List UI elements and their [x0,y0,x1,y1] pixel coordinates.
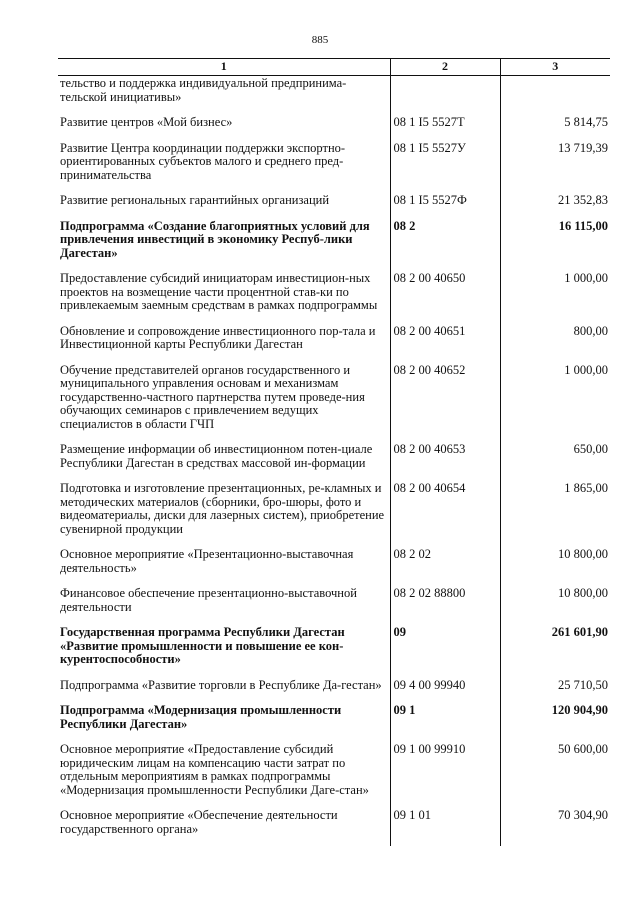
row-name-cell: Государственная программа Республики Дагестан «Развитие промышленности и повышение ее кон-курентоспособности» [60,625,345,666]
row-amount-cell: 1 000,00 [500,364,610,444]
row-amount-cell: 800,00 [500,325,610,364]
row-amount-cell: 21 352,83 [500,194,610,220]
row-code-cell: 09 1 01 [390,809,500,846]
row-amount-cell: 1 000,00 [500,272,610,325]
row-name-cell: Основное мероприятие «Презентационно-выставочная деятельность» [60,547,354,575]
table-row [58,704,610,743]
table-row [58,194,610,220]
table-row [58,679,610,705]
row-code-cell: 08 1 I5 5527У [390,142,500,195]
row-amount-cell: 650,00 [500,443,610,482]
row-code-cell: 09 4 00 99940 [390,679,500,705]
row-code-cell: 08 1 I5 5527Т [390,116,500,142]
column-header-2: 2 [390,59,500,76]
row-amount-cell: 5 814,75 [500,116,610,142]
table-row [58,272,610,325]
row-code-cell: 09 [390,626,500,679]
table-row [58,325,610,364]
row-name-cell: Обновление и сопровождение инвестиционного пор-тала и Инвестиционной карты Республики Дагестан [60,323,376,351]
row-name-cell: Развитие Центра координации поддержки экспортно-ориентированных субъектов малого и среднего пред-принимательства [60,140,346,182]
row-code-cell: 08 2 02 [390,548,500,587]
row-name-cell: Подпрограмма «Создание благоприятных условий для привлечения инвестиций в экономику Респуб-лики Дагестан» [60,218,370,260]
table-body [58,76,610,847]
row-amount-cell [500,76,610,117]
table-row [58,220,610,273]
row-code-cell: 08 2 00 40653 [390,443,500,482]
table-row [58,142,610,195]
row-amount-cell: 70 304,90 [500,809,610,846]
row-code-cell: 09 1 00 99910 [390,743,500,809]
row-code-cell: 08 2 00 40650 [390,272,500,325]
row-amount-cell: 50 600,00 [500,743,610,809]
row-amount-cell: 261 601,90 [500,626,610,679]
table-header-row [58,59,610,76]
row-code-cell: 08 2 02 88800 [390,587,500,626]
row-code-cell [390,76,500,117]
row-name-cell: Подготовка и изготовление презентационных, ре-кламных и методических материалов (сборники, бро-шюры, фото и видеоматериалы, диски для лазерных систем), приобретение сувенирной продукции [60,481,385,536]
row-amount-cell: 1 865,00 [500,482,610,548]
table-row [58,76,610,117]
row-name-cell: Подпрограмма «Модернизация промышленности Республики Дагестан» [60,703,342,731]
row-amount-cell: 16 115,00 [500,220,610,273]
table-row [58,548,610,587]
table-row [58,482,610,548]
row-name-cell: Подпрограмма «Развитие торговли в Республике Да-гестан» [60,677,382,692]
row-name-cell: Развитие центров «Мой бизнес» [60,115,233,129]
page-number: 885 [311,34,329,46]
table-row [58,587,610,626]
row-name-cell: Развитие региональных гарантийных организаций [60,193,330,207]
row-amount-cell: 120 904,90 [500,704,610,743]
table-row [58,743,610,809]
row-code-cell: 08 2 00 40652 [390,364,500,444]
budget-table [58,58,610,846]
table-row [58,116,610,142]
row-name-cell: Размещение информации об инвестиционном потен-циале Республики Дагестан в средствах массовой ин-формации [60,442,373,470]
table-row [58,443,610,482]
row-amount-cell: 25 710,50 [500,679,610,705]
row-code-cell: 08 2 00 40651 [390,325,500,364]
column-header-1: 1 [58,59,390,76]
row-code-cell: 09 1 [390,704,500,743]
row-amount-cell: 13 719,39 [500,142,610,195]
row-code-cell: 08 1 I5 5527Ф [390,194,500,220]
table-row [58,626,610,679]
row-amount-cell: 10 800,00 [500,587,610,626]
row-code-cell: 08 2 00 40654 [390,482,500,548]
table-row [58,809,610,846]
row-name-cell: Предоставление субсидий инициаторам инвестицион-ных проектов на возмещение части процентной став-ки по привлекаемым заемным средствам в рамках подпрограммы [60,271,378,312]
column-header-3: 3 [500,59,610,76]
row-name-cell: Обучение представителей органов государственного и муниципального управления основам и механизмам государственно-частного партнерства путем проведе-ния обучающих семинаров с привлечением ведущих специалистов в области ГЧП [60,362,365,431]
table-row [58,364,610,444]
row-name-cell: Основное мероприятие «Обеспечение деятельности государственного органа» [60,808,338,836]
row-name-cell: Основное мероприятие «Предоставление субсидий юридическим лицам на компенсацию части затрат по отдельным мероприятиям в рамках подпрограммы «Модернизация промышленности Республики Даге-стан» [60,742,369,797]
row-name-cell: тельство и поддержка индивидуальной предпринима-тельской инициативы» [60,76,347,104]
row-name-cell: Финансовое обеспечение презентационно-выставочной деятельности [60,586,357,614]
row-code-cell: 08 2 [390,220,500,273]
row-amount-cell: 10 800,00 [500,548,610,587]
